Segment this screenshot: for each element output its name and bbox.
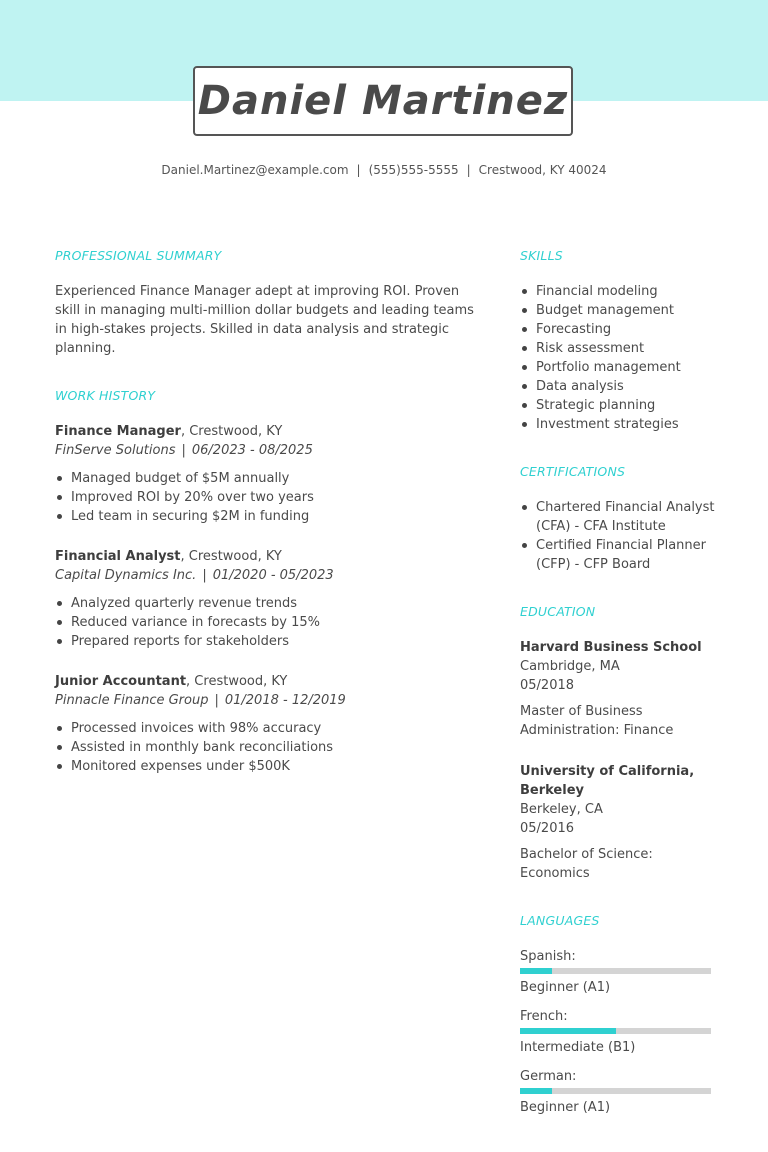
job-company: FinServe Solutions [55, 443, 176, 458]
job-bullets [55, 719, 475, 776]
section-title-certifications: CERTIFICATIONS [520, 464, 626, 479]
job-location: , Crestwood, KY [180, 424, 283, 439]
skills-section [520, 248, 720, 434]
proficiency-bar [520, 1088, 711, 1094]
proficiency-fill [520, 1088, 552, 1094]
language-entry [520, 1067, 720, 1117]
list-item: Chartered Financial Analyst (CFA) - CFA Institute [520, 498, 720, 536]
school-location: Cambridge, MA [520, 659, 620, 674]
language-entry [520, 947, 720, 997]
job-title: Junior Accountant [55, 674, 187, 689]
email[interactable]: Daniel.Martinez@example.com [161, 163, 349, 177]
list-item: Reduced variance in forecasts by 15% [55, 613, 475, 632]
proficiency-fill [520, 1028, 616, 1034]
list-item: Budget management [520, 301, 720, 320]
certifications-list [520, 498, 720, 574]
summary-section [55, 248, 475, 358]
contact-line [0, 163, 768, 177]
degree: Master of Business Administration: Finance [520, 704, 674, 738]
job-location: , Crestwood, KY [186, 674, 288, 689]
graduation-date: 05/2018 [520, 678, 575, 693]
list-item: Prepared reports for stakeholders [55, 632, 475, 651]
proficiency-bar [520, 968, 711, 974]
list-item: Monitored expenses under $500K [55, 757, 475, 776]
list-item: Analyzed quarterly revenue trends [55, 594, 475, 613]
list-item: Risk assessment [520, 339, 720, 358]
summary-text: Experienced Finance Manager adept at improving ROI. Proven skill in managing multi-million dollar budgets and leading teams in high-stakes projects. Skilled in data analysis and strategic planning. [55, 284, 474, 356]
list-item: Portfolio management [520, 358, 720, 377]
skills-list [520, 282, 720, 434]
section-title-summary: PROFESSIONAL SUMMARY [55, 248, 222, 263]
separator: | [466, 163, 471, 177]
proficiency-fill [520, 968, 552, 974]
list-item: Managed budget of $5M annually [55, 469, 475, 488]
list-item: Processed invoices with 98% accuracy [55, 719, 475, 738]
proficiency-level: Intermediate (B1) [520, 1040, 636, 1055]
section-title-skills: SKILLS [520, 248, 563, 263]
name-box [193, 66, 573, 136]
language-name: French: [520, 1009, 568, 1024]
school-location: Berkeley, CA [520, 802, 603, 817]
list-item: Certified Financial Planner (CFP) - CFP Board [520, 536, 720, 574]
list-item: Investment strategies [520, 415, 720, 434]
job-dates: 01/2018 - 12/2019 [224, 693, 346, 708]
education-entry [520, 762, 720, 883]
job-company: Capital Dynamics Inc. [55, 568, 197, 583]
list-item: Assisted in monthly bank reconciliations [55, 738, 475, 757]
section-title-education: EDUCATION [520, 604, 596, 619]
phone[interactable]: (555)555-5555 [368, 163, 459, 177]
separator: | [202, 568, 207, 583]
list-item: Forecasting [520, 320, 720, 339]
section-title-work: WORK HISTORY [55, 388, 156, 403]
candidate-name: Daniel Martinez [197, 78, 569, 124]
section-title-languages: LANGUAGES [520, 913, 600, 928]
proficiency-level: Beginner (A1) [520, 1100, 611, 1115]
list-item: Strategic planning [520, 396, 720, 415]
list-item: Data analysis [520, 377, 720, 396]
job-bullets [55, 594, 475, 651]
job-title: Finance Manager [55, 424, 181, 439]
list-item: Improved ROI by 20% over two years [55, 488, 475, 507]
school-name: University of California, Berkeley [520, 764, 695, 798]
right-column [520, 248, 720, 1127]
job-company: Pinnacle Finance Group [55, 693, 209, 708]
degree: Bachelor of Science: Economics [520, 847, 653, 881]
certifications-section [520, 464, 720, 574]
languages-section [520, 913, 720, 1117]
job-dates: 01/2020 - 05/2023 [212, 568, 334, 583]
job-entry [55, 547, 475, 651]
separator: | [356, 163, 361, 177]
list-item: Led team in securing $2M in funding [55, 507, 475, 526]
separator: | [214, 693, 219, 708]
address: Crestwood, KY 40024 [478, 163, 607, 177]
work-section [55, 388, 475, 776]
proficiency-bar [520, 1028, 711, 1034]
left-column [55, 248, 475, 797]
school-name: Harvard Business School [520, 640, 702, 655]
job-title: Financial Analyst [55, 549, 181, 564]
job-bullets [55, 469, 475, 526]
education-entry [520, 638, 720, 740]
job-dates: 06/2023 - 08/2025 [191, 443, 313, 458]
proficiency-level: Beginner (A1) [520, 980, 611, 995]
graduation-date: 05/2016 [520, 821, 575, 836]
separator: | [181, 443, 186, 458]
language-name: Spanish: [520, 949, 576, 964]
list-item: Financial modeling [520, 282, 720, 301]
language-name: German: [520, 1069, 577, 1084]
job-entry [55, 672, 475, 776]
job-entry [55, 422, 475, 526]
job-location: , Crestwood, KY [180, 549, 282, 564]
education-section [520, 604, 720, 883]
language-entry [520, 1007, 720, 1057]
